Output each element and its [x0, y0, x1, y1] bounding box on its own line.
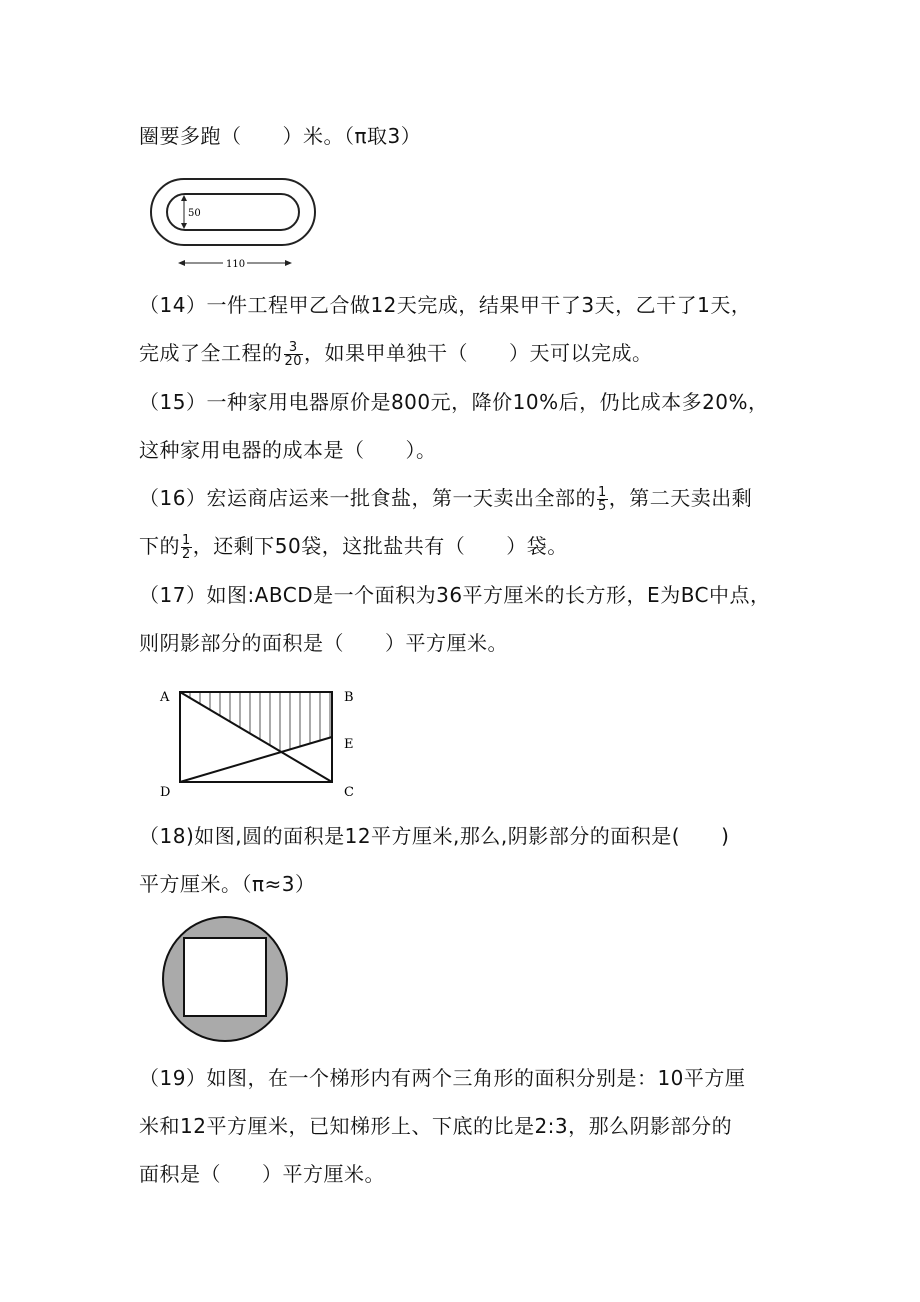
length-label: 110	[226, 259, 246, 270]
q19-line-1: （19）如图，在一个梯形内有两个三角形的面积分别是：10平方厘	[139, 1066, 746, 1090]
label-d: D	[160, 785, 171, 800]
q13-tail-line: 圈要多跑（ ）米。（π取3）	[139, 124, 422, 148]
fraction-3-20: $\frac{3}{20}$	[284, 340, 303, 369]
q16-line-2: 下的 $\frac{1}{2}$ ，还剩下50袋，这批盐共有（ ）袋。	[139, 533, 568, 562]
q18-line-2: 平方厘米。（π≈3）	[139, 872, 316, 896]
line-de	[180, 737, 332, 782]
track-figure	[148, 176, 318, 272]
q18-line-1: （18)如图,圆的面积是12平方厘米,那么,阴影部分的面积是( )	[139, 824, 730, 848]
q15-line-2: 这种家用电器的成本是（ ）。	[139, 438, 437, 462]
diagonal-ac	[180, 692, 332, 782]
outer-track	[151, 179, 315, 245]
inner-track	[167, 194, 299, 230]
q16-line-1: （16）宏运商店运来一批食盐，第一天卖出全部的 $\frac{1}{5}$ ，第二天卖出剩	[139, 485, 753, 514]
q15-line-1: （15）一种家用电器原价是800元，降价10%后，仍比成本多20%，	[139, 390, 769, 414]
hatching	[190, 692, 330, 751]
width-label: 50	[188, 208, 201, 219]
q17-line-2: 则阴影部分的面积是（ ）平方厘米。	[139, 631, 508, 655]
q19-line-2: 米和12平方厘米，已知梯形上、下底的比是2:3，那么阴影部分的	[139, 1114, 733, 1138]
q19-line-3: 面积是（ ）平方厘米。	[139, 1162, 385, 1186]
inner-square	[184, 938, 266, 1016]
q14-line-1: （14）一件工程甲乙合做12天完成，结果甲干了3天，乙干了1天，	[139, 293, 752, 317]
label-c: C	[344, 785, 354, 800]
fraction-1-2: $\frac{1}{2}$	[182, 533, 191, 562]
label-b: B	[344, 690, 354, 705]
circle-figure	[160, 914, 290, 1044]
q14-line-2: 完成了全工程的 $\frac{3}{20}$ ，如果甲单独干（ ）天可以完成。	[139, 340, 653, 369]
fraction-1-5: $\frac{1}{5}$	[597, 485, 607, 514]
q17-line-1: （17）如图:ABCD是一个面积为36平方厘米的长方形，E为BC中点，	[139, 583, 771, 607]
rectangle-figure	[155, 684, 370, 804]
label-e: E	[344, 737, 354, 752]
label-a: A	[160, 690, 170, 705]
